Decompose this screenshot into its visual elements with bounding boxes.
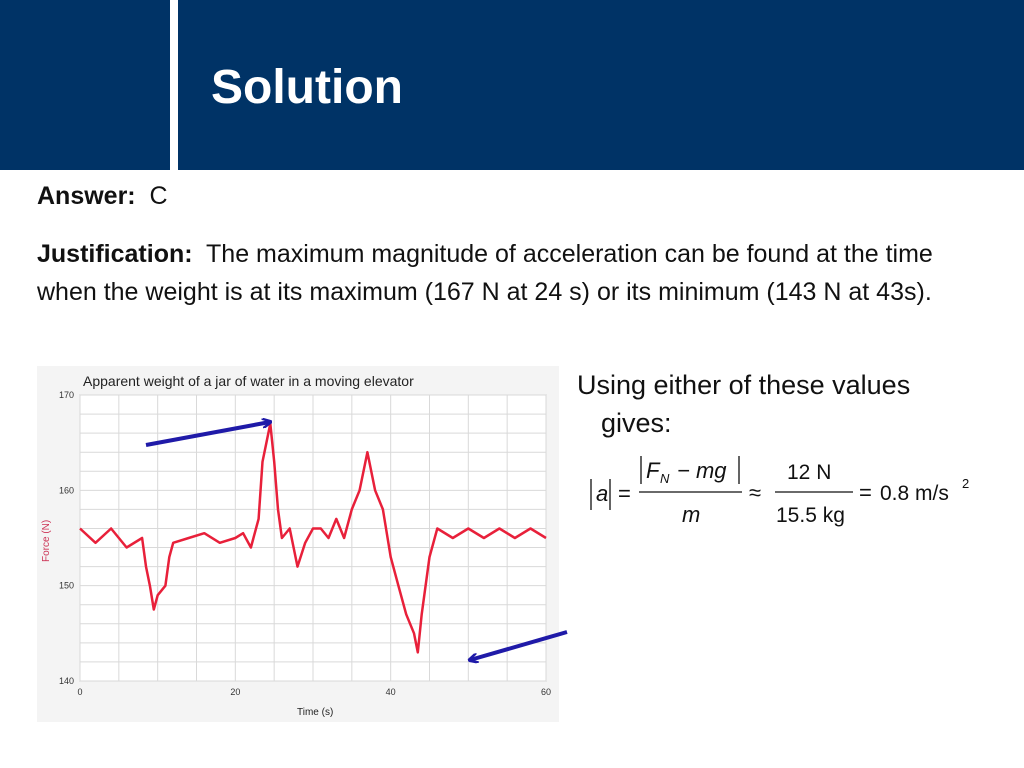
eq-result: 0.8 m/s [880, 482, 949, 505]
slide-title: Solution [211, 61, 403, 114]
y-axis-label: Force (N) [41, 519, 52, 562]
y-tick-label: 170 [58, 390, 74, 400]
answer-label: Answer: [37, 182, 136, 210]
eq-frac2-num: 12 N [787, 461, 832, 484]
answer-value: C [149, 182, 168, 210]
eq-frac2-den: 15.5 kg [776, 504, 845, 527]
eq-equals-1: = [618, 481, 631, 506]
y-tick-label: 150 [58, 580, 74, 591]
acceleration-equation [585, 452, 985, 532]
using-text [577, 366, 997, 442]
eq-equals-2: = [859, 480, 872, 505]
title-banner [0, 0, 1024, 170]
eq-den: m [682, 502, 701, 527]
eq-num-rest: − mg [677, 458, 727, 483]
x-axis-label: Time (s) [297, 707, 334, 718]
force-time-chart [37, 366, 559, 722]
x-tick-label: 20 [230, 687, 241, 697]
chart-title: Apparent weight of a jar of water in a moving elevator [83, 373, 414, 389]
using-line-1: Using either of these values [577, 370, 911, 400]
x-tick-label: 0 [77, 687, 83, 697]
justification-label: Justification: [37, 240, 193, 268]
eq-num-subscript: N [660, 471, 670, 486]
answer-line [37, 180, 168, 212]
eq-exponent: 2 [962, 476, 970, 491]
y-tick-label: 140 [58, 676, 74, 686]
using-line-2: gives: [601, 408, 672, 438]
justification-text: The maximum magnitude of acceleration can be found at the time when the weight is at its maximum (167 N at 24 s) or its minimum (143 N at 43s). [37, 240, 933, 306]
eq-num-F: F [646, 458, 660, 483]
eq-approx: ≈ [749, 480, 762, 505]
chart-svg [37, 366, 559, 722]
justification-paragraph [37, 235, 957, 311]
x-tick-label: 40 [385, 687, 396, 697]
eq-lhs: a [596, 481, 609, 506]
banner-divider [170, 0, 178, 170]
y-tick-label: 160 [58, 485, 74, 496]
x-tick-label: 60 [540, 687, 552, 697]
